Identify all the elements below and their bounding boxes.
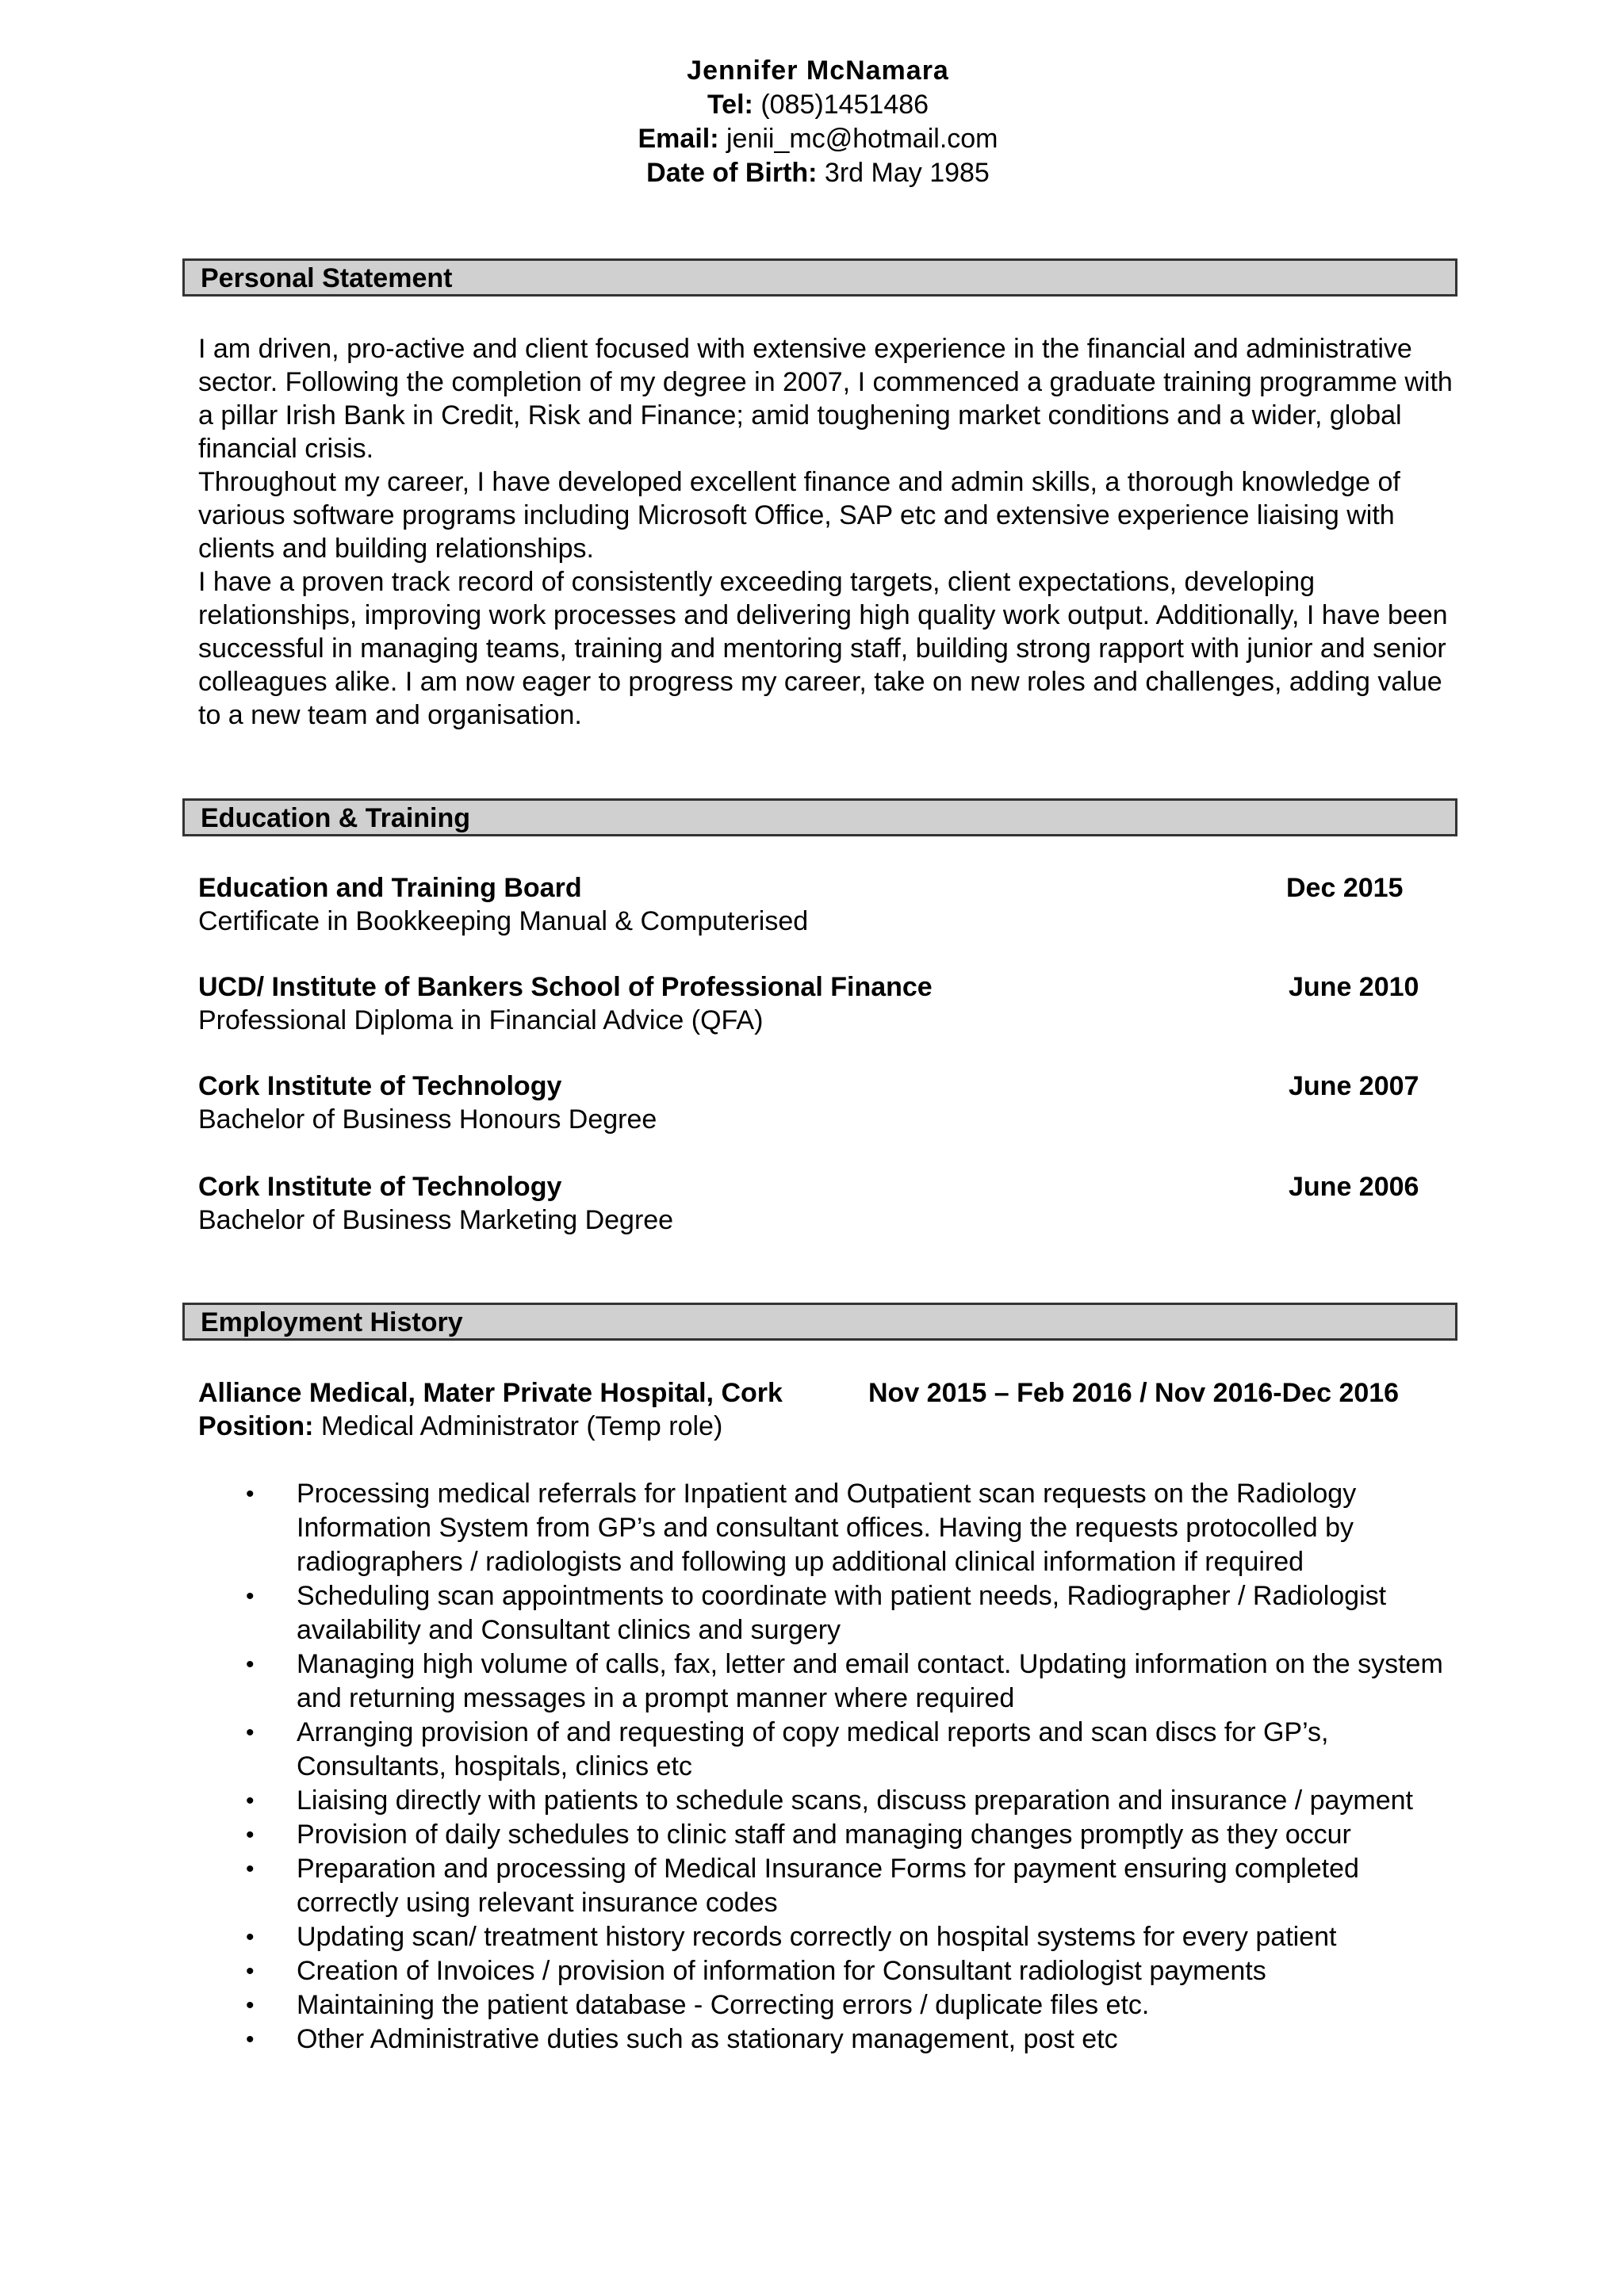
employment-period: Nov 2015 – Feb 2016 / Nov 2016-Dec 2016 <box>868 1378 1400 1408</box>
section-heading-text: Personal Statement <box>201 263 453 293</box>
statement-paragraph: I am driven, pro-active and client focused with extensive experience in the financial and administrative sector. Following the completion of my degree in 2007, I commenced a graduate training programme with a pillar Irish Bank in Credit, Risk and Finance; amid toughening market conditions and a wider, global financial crisis. <box>198 334 1453 464</box>
email-label: Email: <box>638 124 719 154</box>
list-item <box>198 1716 1467 1784</box>
dob-line <box>0 156 1624 190</box>
qualification-name: Certificate in Bookkeeping Manual & Computerised <box>198 906 809 936</box>
duty-text: Preparation and processing of Medical Insurance Forms for payment ensuring completed correctly using relevant insurance codes <box>297 1854 1359 1918</box>
employer-name: Alliance Medical, Mater Private Hospital, Cork <box>198 1378 783 1408</box>
bullet-icon: • <box>246 1720 255 1746</box>
institution-name: Education and Training Board <box>198 873 582 903</box>
education-entry <box>198 1070 1435 1136</box>
duty-text: Liaising directly with patients to schedule scans, discuss preparation and insurance / payment <box>297 1785 1413 1816</box>
duty-text: Scheduling scan appointments to coordinate with patient needs, Radiographer / Radiologist availability and Consultant clinics and surgery <box>297 1581 1387 1645</box>
bullet-icon: • <box>246 1788 255 1814</box>
list-item <box>198 1579 1467 1647</box>
bullet-icon: • <box>246 1924 255 1950</box>
statement-paragraph: Throughout my career, I have developed excellent finance and admin skills, a thorough knowledge of various software programs including Microsoft Office, SAP etc and extensive experience liaising with clients and building relationships. <box>198 467 1400 564</box>
qualification-name: Professional Diploma in Financial Advice (QFA) <box>198 1005 764 1035</box>
section-heading-personal-statement <box>182 258 1457 297</box>
list-item <box>198 1852 1467 1920</box>
dob-value: 3rd May 1985 <box>817 158 990 188</box>
duty-text: Managing high volume of calls, fax, letter and email contact. Updating information on the system and returning messages in a prompt manner where required <box>297 1649 1443 1713</box>
education-date: Dec 2015 <box>1286 873 1404 903</box>
position-value: Medical Administrator (Temp role) <box>313 1411 723 1441</box>
education-entry <box>198 871 1435 938</box>
bullet-icon: • <box>246 1651 255 1678</box>
bullet-icon: • <box>246 1583 255 1609</box>
duty-text: Provision of daily schedules to clinic staff and managing changes promptly as they occur <box>297 1820 1351 1850</box>
duty-text: Processing medical referrals for Inpatient and Outpatient scan requests on the Radiology Information System from GP’s and consultant offices. Having the requests protocolled by radiographers / radiologists and following up additional clinical information if required <box>297 1479 1357 1577</box>
section-heading-education <box>182 798 1457 836</box>
candidate-name: Jennifer McNamara <box>687 55 949 86</box>
institution-name: Cork Institute of Technology <box>198 1172 562 1202</box>
position-label: Position: <box>198 1411 314 1441</box>
bullet-icon: • <box>246 1958 255 1984</box>
list-item <box>198 1920 1467 1954</box>
section-heading-text: Employment History <box>201 1307 463 1337</box>
bullet-icon: • <box>246 1992 255 2019</box>
qualification-name: Bachelor of Business Marketing Degree <box>198 1205 674 1235</box>
list-item <box>198 1954 1467 1988</box>
qualification-name: Bachelor of Business Honours Degree <box>198 1104 657 1135</box>
list-item <box>198 1988 1467 2022</box>
statement-paragraph: I have a proven track record of consistently exceeding targets, client expectations, developing relationships, improving work processes and delivering high quality work output. Additionally, I have been successful in managing teams, training and mentoring staff, building strong rapport with junior and senior colleagues alike. I am now eager to progress my career, take on new roles and challenges, adding value to a new team and organisation. <box>198 567 1448 730</box>
institution-name: UCD/ Institute of Bankers School of Professional Finance <box>198 972 933 1002</box>
phone-line <box>0 88 1624 122</box>
education-date: June 2006 <box>1289 1172 1419 1202</box>
education-date: June 2010 <box>1289 972 1419 1002</box>
bullet-icon: • <box>246 1481 255 1507</box>
phone-value: (085)1451486 <box>753 90 929 120</box>
duty-text: Maintaining the patient database - Correcting errors / duplicate files etc. <box>297 1990 1150 2020</box>
email-line <box>0 122 1624 156</box>
institution-name: Cork Institute of Technology <box>198 1071 562 1101</box>
email-value: jenii_mc@hotmail.com <box>718 124 998 154</box>
contact-header <box>0 54 1624 190</box>
education-entry <box>198 970 1435 1037</box>
job-entry <box>198 1376 1483 1443</box>
list-item <box>198 2022 1467 2057</box>
bullet-icon: • <box>246 2026 255 2053</box>
duties-list <box>198 1477 1467 2057</box>
phone-label: Tel: <box>707 90 753 120</box>
list-item <box>198 1647 1467 1716</box>
section-heading-employment <box>182 1303 1457 1341</box>
dob-label: Date of Birth: <box>646 158 818 188</box>
personal-statement-body <box>198 332 1459 732</box>
list-item <box>198 1818 1467 1852</box>
duty-text: Other Administrative duties such as stationary management, post etc <box>297 2024 1118 2054</box>
education-entry <box>198 1170 1435 1237</box>
education-date: June 2007 <box>1289 1071 1419 1101</box>
duty-text: Updating scan/ treatment history records correctly on hospital systems for every patient <box>297 1922 1337 1952</box>
section-heading-text: Education & Training <box>201 803 471 833</box>
position-line <box>198 1410 1483 1443</box>
list-item <box>198 1784 1467 1818</box>
duty-text: Arranging provision of and requesting of copy medical reports and scan discs for GP’s, Consultants, hospitals, clinics etc <box>297 1717 1329 1781</box>
list-item <box>198 1477 1467 1579</box>
duty-text: Creation of Invoices / provision of information for Consultant radiologist payments <box>297 1956 1266 1986</box>
bullet-icon: • <box>246 1856 255 1882</box>
bullet-icon: • <box>246 1822 255 1848</box>
